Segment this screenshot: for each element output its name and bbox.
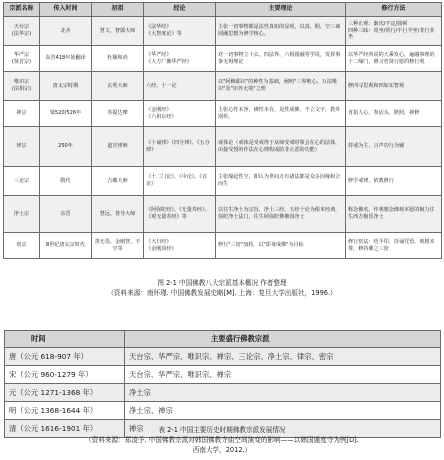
cell-sect-name: 净土宗 — [4, 196, 40, 233]
figure-caption: 图 2-1 中国佛教八大宗派基本概况 作者整理 — [157, 279, 287, 287]
cell-scriptures: 《十诵律》《四分律》、《五分律》 — [144, 127, 216, 167]
col-header-period: 时间 — [5, 331, 125, 348]
cell-main-theory: 以"阿赖耶识"的种性为基础，阐明"三界唯心、万法唯识"及"识外无境"之理 — [216, 72, 346, 101]
cell-sect-name: 律宗 — [4, 127, 40, 167]
table-row — [5, 402, 441, 420]
cell-practice: 持戒为主，言声功行为辅 — [346, 127, 442, 167]
cell-arrival-time: 隋代 — [40, 167, 92, 196]
cell-period: 宋（公元 960-1279 年） — [5, 366, 125, 384]
cell-sects: 净土宗、禅宗 — [125, 402, 441, 420]
cell-practice: 称念佛名、作观想念佛观本愿的极力往生西方极乐净土 — [346, 196, 442, 233]
col-header-arrival-time: 传入时间 — [40, 3, 92, 17]
sects-overview-table — [3, 2, 442, 259]
cell-founder: 菩提达摩 — [92, 101, 144, 127]
cell-founder: 慧文、智顗大师 — [92, 17, 144, 46]
cell-practice: 直指人心，参话头，默照，禅修 — [346, 101, 442, 127]
cell-sect-name: 唯识宗 (法相宗) — [4, 72, 40, 101]
cell-scriptures: 六经、十一论 — [144, 72, 216, 101]
table-row — [4, 127, 442, 167]
cell-founder: 杜顺和尚 — [92, 46, 144, 72]
cell-arrival-time: 东晋 — [40, 196, 92, 233]
col-header-main-theory: 主要理论 — [216, 3, 346, 17]
figure-source: （资料来源：南怀瑾. 中国佛教发展史略[M]. 上海：复旦大学出版社，1996.） — [107, 289, 337, 297]
col-header-practice: 修行方法 — [346, 3, 442, 17]
cell-sect-name: 天台宗 (法华宗) — [4, 17, 40, 46]
cell-arrival-time: 梁520/526年 — [40, 101, 92, 127]
table-source-line2: 西南大学，2012.） — [192, 446, 252, 454]
cell-practice: 三种止观：渐次/不定/圆顿 四种三昧：常坐/常行/半行半坐/非行非坐 — [346, 17, 442, 46]
cell-founder: 吉藏大师 — [92, 167, 144, 196]
table-row — [4, 233, 442, 259]
cell-period: 唐（公元 618-907 年） — [5, 348, 125, 366]
cell-practice: 修四寻思观和四如实智观 — [346, 72, 442, 101]
table-row — [4, 196, 442, 233]
cell-sects: 净土宗 — [125, 384, 441, 402]
table-row — [4, 167, 442, 196]
cell-founder: 玄奘大师 — [92, 72, 144, 101]
cell-founder: 道宣律师 — [92, 127, 144, 167]
cell-sect-name: 禅宗 — [4, 101, 40, 127]
cell-arrival-time: 东晋418年始翻译 — [40, 46, 92, 72]
dynasty-sects-table — [4, 330, 441, 438]
cell-founder: 善无畏、金刚智、不空等 — [92, 233, 144, 259]
cell-sect-name: 密宗 — [4, 233, 40, 259]
table2-header-row — [5, 331, 441, 348]
cell-main-theory: 主张缘起性空，即认为世间万有诸法都是众多因缘和合而生 — [216, 167, 346, 196]
table-row — [5, 366, 441, 384]
cell-sects: 禅宗 — [125, 420, 441, 438]
table-row — [4, 17, 442, 46]
cell-main-theory: 主张一切事物都是法性真如的显现，以真、假、空三谛圆融思想为修学核心。 — [216, 17, 346, 46]
cell-arrival-time: 250年 — [40, 127, 92, 167]
cell-main-theory: 戒体论（戒体是受戒得于从师受戒时领会在心的法体，由接受授的作法在心理构成防非止恶的功能） — [216, 127, 346, 167]
cell-scriptures: 《法华经》 《大智度论》等 — [144, 17, 216, 46]
cell-main-theory: 对一切事物立十玄、四法界、六相圆融等学说，发挥事事无碍理论 — [216, 46, 346, 72]
table1-header-row — [4, 3, 442, 17]
cell-founder: 慧远、善导大师 — [92, 196, 144, 233]
cell-practice: 以华严经所说的大乘发心，遍融事理的十二缘门，修习普贤行愿的修行观 — [346, 46, 442, 72]
table-source-line1: （资料来源：郑凌予. 中国佛教宗派对韩国佛教寺庙空间演变的影响——以韩国通度寺为例[D]. — [85, 436, 359, 444]
table-row — [4, 101, 442, 127]
cell-scriptures: 《金刚经》 《六祖坛经》 — [144, 101, 216, 127]
cell-period: 清（公元 1616-1901 年） — [5, 420, 125, 438]
cell-arrival-time: 唐太宗时期 — [40, 72, 92, 101]
cell-period: 元（公元 1271-1368 年） — [5, 384, 125, 402]
cell-scriptures: 《十二门论》、《中论》、《百论》 — [144, 167, 216, 196]
cell-practice: 修行密法：结手印、持诵咒语、观想本尊，修持佛之三密 — [346, 233, 442, 259]
table-row — [4, 72, 442, 101]
cell-scriptures: 《大日经》 《金刚顶经》 — [144, 233, 216, 259]
table-caption: 表 2-1 中国主要历史时期佛教宗派发展情况 — [158, 426, 286, 434]
cell-sects: 天台宗、华严宗、唯识宗、禅宗、三论宗、净土宗、律宗、密宗 — [125, 348, 441, 366]
col-header-founder: 初祖 — [92, 3, 144, 17]
cell-scriptures: 《华严经》 《大方广佛华严经》 — [144, 46, 216, 72]
cell-arrival-time: 北齐 — [40, 17, 92, 46]
col-header-prevailing-sects: 主要盛行佛教宗派 — [125, 331, 441, 348]
cell-main-theory: 以往生净土为宗旨，净土三经、五经十论为根本经典，弥陀净土法门，往生阿弥陀佛佛国净土 — [216, 196, 346, 233]
col-header-scriptures: 经论 — [144, 3, 216, 17]
cell-scriptures: 《阿弥陀经》、《无量寿经》、《观无量寿经》等 — [144, 196, 216, 233]
col-header-sect-name: 宗派名称 — [4, 3, 40, 17]
cell-sect-name: 三论宗 — [4, 167, 40, 196]
cell-sect-name: 华严宗 (贤首宗) — [4, 46, 40, 72]
table-row — [5, 384, 441, 402]
table-row — [5, 348, 441, 366]
table-row — [4, 46, 442, 72]
cell-main-theory: 主张心性本净，佛性本有，见性成佛，不立文字，教外别传。 — [216, 101, 346, 127]
cell-practice: 修学戒律，依教修行 — [346, 167, 442, 196]
cell-main-theory: 修行"三密"加持，以"即身成佛"为目标 — [216, 233, 346, 259]
cell-arrival-time: 8世纪唐玄宗时代 — [40, 233, 92, 259]
cell-period: 明（公元 1368-1644 年） — [5, 402, 125, 420]
cell-sects: 天台宗、华严宗、唯识宗、禅宗 — [125, 366, 441, 384]
